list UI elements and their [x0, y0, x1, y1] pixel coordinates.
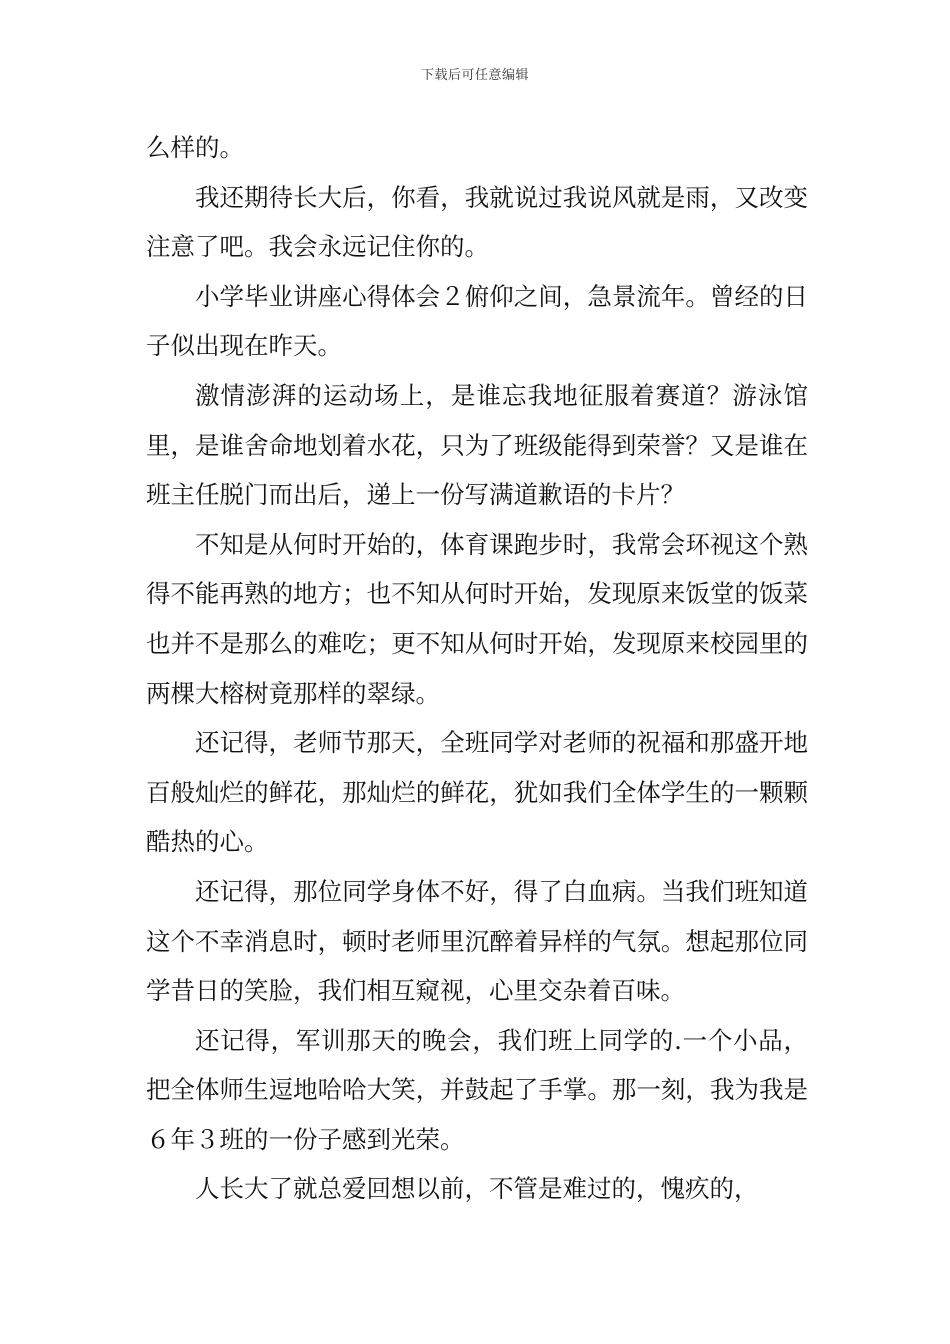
paragraph: 么样的。: [146, 133, 244, 162]
paragraph: 不知是从何时开始的，体育课跑步时，我常会环视这个熟得不能再熟的地方；也不知从何时开始，发现原来饭堂的饭菜也并不是那么的难吃；更不知从何时开始，发现原来校园里的两棵大榕树竟那样的翠绿。: [146, 529, 808, 708]
document-body: [146, 123, 808, 1214]
paragraph: 我还期待长大后，你看，我就说过我说风就是雨，又改变注意了吧。我会永远记住你的。: [146, 182, 808, 262]
paragraph: 激情澎湃的运动场上，是谁忘我地征服着赛道？游泳馆里，是谁舍命地划着水花，只为了班级能得到荣誉？又是谁在班主任脱门而出后，递上一份写满道歉语的卡片？: [146, 380, 808, 510]
page-header: 下载后可任意编辑: [420, 68, 529, 83]
paragraph: 人长大了就总爱回想以前，不管是难过的，愧疚的，: [195, 1174, 759, 1204]
paragraph: 小学毕业讲座心得体会２俯仰之间，急景流年。曾经的日子似出现在昨天。: [146, 281, 808, 361]
paragraph: 还记得，老师节那天，全班同学对老师的祝福和那盛开地百般灿烂的鲜花，那灿烂的鲜花，犹如我们全体学生的一颗颗酷热的心。: [146, 728, 808, 857]
paragraph: 还记得，那位同学身体不好，得了白血病。当我们班知道这个不幸消息时，顿时老师里沉醉着异样的气氛。想起那位同学昔日的笑脸，我们相互窥视，心里交杂着百味。: [146, 876, 808, 1006]
paragraph: 还记得，军训那天的晚会，我们班上同学的.一个小品，把全体师生逗地哈哈大笑，并鼓起了手掌。那一刻，我为我是６年３班的一份子感到光荣。: [146, 1025, 808, 1154]
